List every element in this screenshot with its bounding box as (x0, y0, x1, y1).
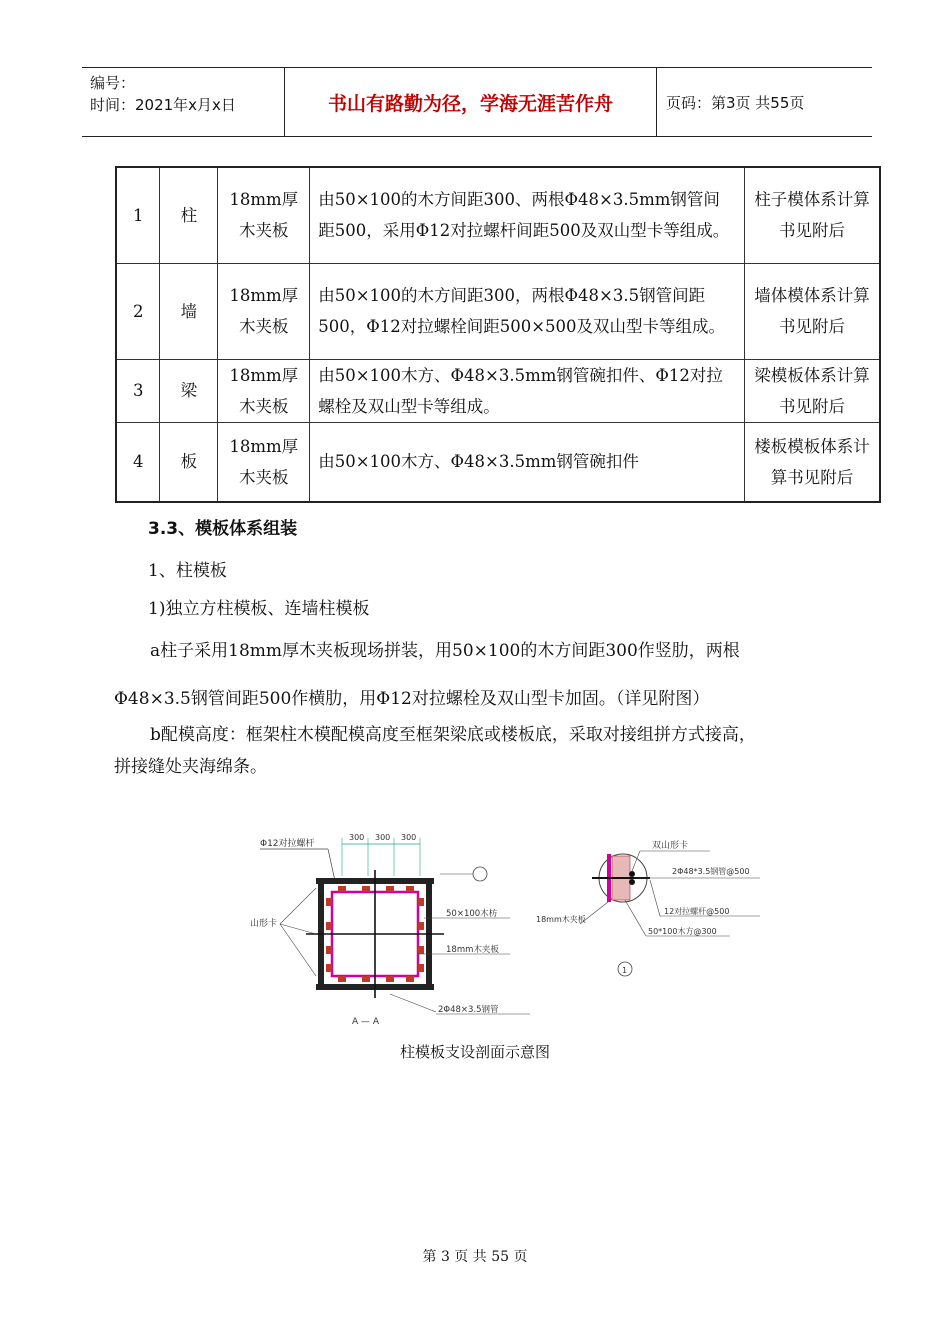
table-row (116, 167, 880, 263)
paragraph-b-line: 拼接缝处夹海绵条。 (114, 757, 267, 777)
paragraph-b-line: b配模高度：框架柱木模配模高度至框架梁底或楼板底，采取对接组拼方式接高， (150, 725, 756, 745)
shanxingka-label: 山形卡 (250, 919, 278, 929)
paragraph-a-line: Φ48×3.5钢管间距500作横肋，用Φ12对拉螺栓及双山型卡加固。（详见附图） (114, 689, 710, 709)
formwork-table (115, 166, 881, 503)
row-number: 1 (116, 167, 160, 263)
mufang300-label: 50*100木方@300 (648, 927, 717, 936)
table-row (116, 263, 880, 359)
section-mark: A — A (352, 1017, 380, 1027)
row-component: 梁 (160, 359, 218, 422)
gangguan-label: 2Φ48×3.5钢管 (438, 1005, 499, 1015)
item-heading: 1、柱模板 (148, 561, 227, 581)
column-formwork-diagram (240, 826, 800, 1036)
figure-caption: 柱模板支设剖面示意图 (399, 1043, 550, 1061)
row-material: 18mm厚木夹板 (218, 167, 310, 263)
row-note: 梁模板体系计算书见附后 (744, 359, 880, 422)
row-note: 柱子模体系计算书见附后 (744, 167, 880, 263)
mujiaban18-label: 18mm木夹板 (536, 915, 586, 924)
section-title: 3.3、模板体系组装 (148, 519, 298, 539)
row-description: 由50×100木方、Φ48×3.5mm钢管碗扣件 (310, 422, 745, 502)
header-divider (656, 68, 657, 136)
page-footer: 第 3 页 共 55 页 (422, 1249, 528, 1265)
paragraph-a-line: a柱子采用18mm厚木夹板现场拼装，用50×100的木方间距300作竖肋，两根 (150, 641, 740, 661)
shuangshan-label: 双山形卡 (652, 841, 689, 851)
row-material: 18mm厚木夹板 (218, 422, 310, 502)
dimension-label: 300 (401, 833, 417, 842)
mujiaban-label: 18mm木夹板 (446, 945, 499, 955)
row-description: 由50×100的木方间距300、两根Φ48×3.5mm钢管间距500，采用Φ12对拉螺杆间距500及双山型卡等组成。 (310, 167, 745, 263)
mufang-label: 50×100木枋 (446, 909, 498, 919)
row-number: 2 (116, 263, 160, 359)
row-description: 由50×100木方、Φ48×3.5mm钢管碗扣件、Φ12对拉螺栓及双山型卡等组成。 (310, 359, 745, 422)
row-note: 墙体模体系计算书见附后 (744, 263, 880, 359)
row-component: 柱 (160, 167, 218, 263)
row-material: 18mm厚木夹板 (218, 263, 310, 359)
header-meta (90, 72, 285, 116)
row-number: 4 (116, 422, 160, 502)
detail-number: 1 (622, 966, 628, 975)
row-component: 墙 (160, 263, 218, 359)
luogan500-label: 12对拉螺杆@500 (664, 907, 730, 916)
axis-marker-icon (473, 867, 487, 881)
page-header (82, 67, 872, 137)
rod-label: Φ12对拉螺杆 (260, 839, 315, 849)
header-motto: 书山有路勤为径，学海无涯苦作舟 (327, 92, 613, 115)
row-component: 板 (160, 422, 218, 502)
row-number: 3 (116, 359, 160, 422)
table-row (116, 422, 880, 502)
item-subheading: 1)独立方柱模板、连墙柱模板 (148, 599, 370, 619)
dimension-label: 300 (349, 833, 365, 842)
gangguan500-label: 2Φ48*3.5钢管@500 (672, 867, 750, 876)
row-material: 18mm厚木夹板 (218, 359, 310, 422)
code-label: 编号： (90, 74, 136, 92)
dimension-label: 300 (375, 833, 391, 842)
table-row (116, 359, 880, 422)
row-description: 由50×100的木方间距300，两根Φ48×3.5钢管间距500，Φ12对拉螺栓间距500×500及双山型卡等组成。 (310, 263, 745, 359)
row-note: 楼板模板体系计算书见附后 (744, 422, 880, 502)
time-label: 时间：2021年x月x日 (90, 96, 236, 114)
header-page-label: 页码：第3页 共55页 (666, 93, 805, 112)
